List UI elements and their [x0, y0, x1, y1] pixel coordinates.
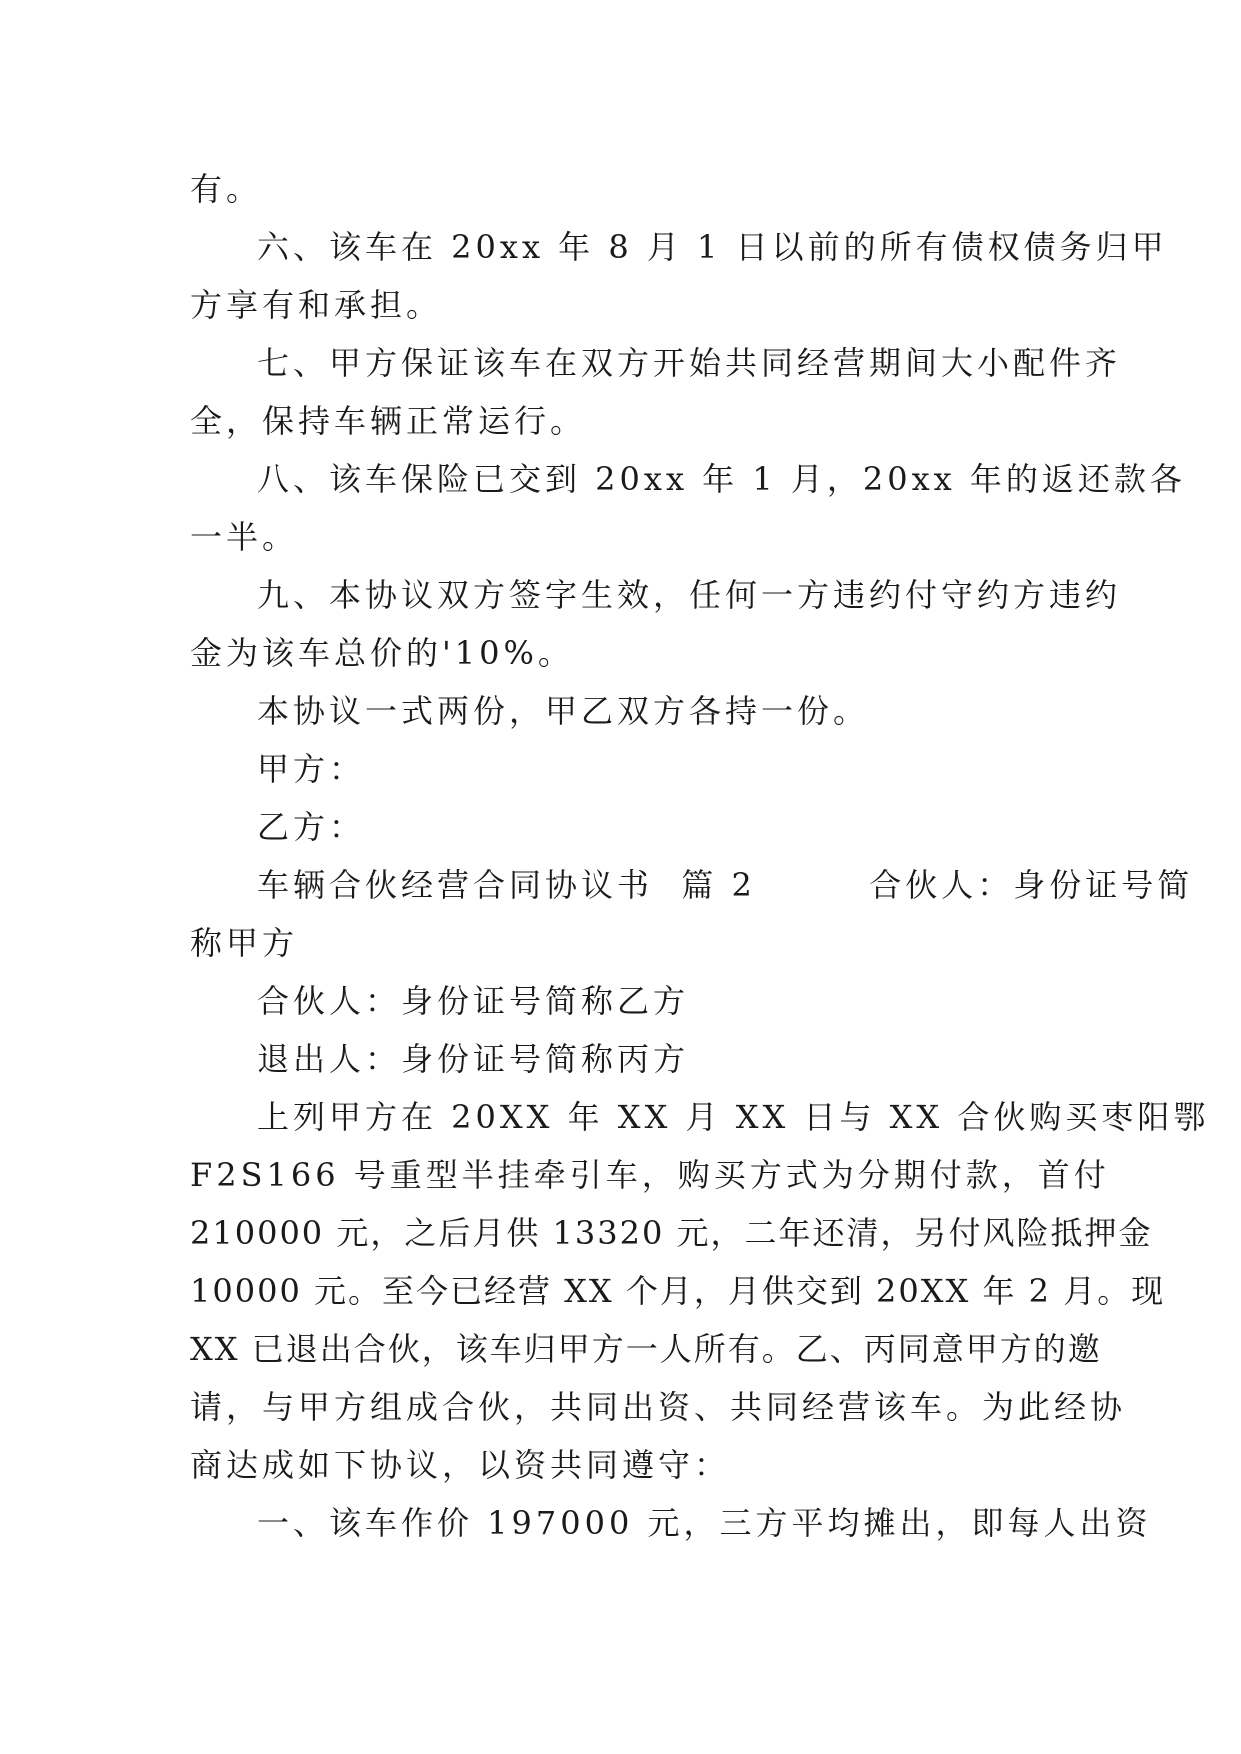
text-line: 九、本协议双方签字生效，任何一方违约付守约方违约 — [257, 576, 1122, 614]
text-line: F2S166 号重型半挂牵引车，购买方式为分期付款，首付 — [190, 1156, 1110, 1194]
text-line: 金为该车总价的'10%。 — [190, 634, 574, 672]
text-line: 上列甲方在 20XX 年 XX 月 XX 日与 XX 合伙购买枣阳鄂 — [257, 1098, 1210, 1136]
signature-label-party-b: 乙方： — [257, 808, 366, 846]
text-line: 退出人：身份证号简称丙方 — [257, 1040, 690, 1078]
text-line: 210000 元，之后月供 13320 元，二年还清，另付风险抵押金 — [190, 1214, 1153, 1252]
text-line: XX 已退出合伙，该车归甲方一人所有。乙、丙同意甲方的邀 — [190, 1330, 1102, 1368]
text-line: 方享有和承担。 — [190, 286, 443, 324]
text-line: 一、该车作价 197000 元，三方平均摊出，即每人出资 — [257, 1504, 1152, 1542]
document-body — [190, 160, 1210, 1552]
text-line: 全，保持车辆正常运行。 — [190, 402, 587, 440]
text-line: 10000 元。至今已经营 XX 个月，月供交到 20XX 年 2 月。现 — [190, 1272, 1166, 1310]
text-line: 有。 — [190, 170, 263, 208]
signature-label-party-a: 甲方： — [257, 750, 366, 788]
section-heading-line: 车辆合伙经营合同协议书 篇 2 合伙人：身份证号简 — [257, 866, 1194, 904]
text-line: 请，与甲方组成合伙，共同出资、共同经营该车。为此经协 — [190, 1388, 1127, 1426]
text-line: 商达成如下协议，以资共同遵守： — [190, 1446, 731, 1484]
text-line: 七、甲方保证该车在双方开始共同经营期间大小配件齐 — [257, 344, 1122, 382]
text-line: 合伙人：身份证号简称乙方 — [257, 982, 690, 1020]
text-line: 八、该车保险已交到 20xx 年 1 月，20xx 年的返还款各 — [257, 460, 1186, 498]
text-line: 称甲方 — [190, 924, 299, 962]
text-line: 本协议一式两份，甲乙双方各持一份。 — [257, 692, 870, 730]
text-line: 六、该车在 20xx 年 8 月 1 日以前的所有债权债务归甲 — [257, 228, 1168, 266]
text-line: 一半。 — [190, 518, 299, 556]
